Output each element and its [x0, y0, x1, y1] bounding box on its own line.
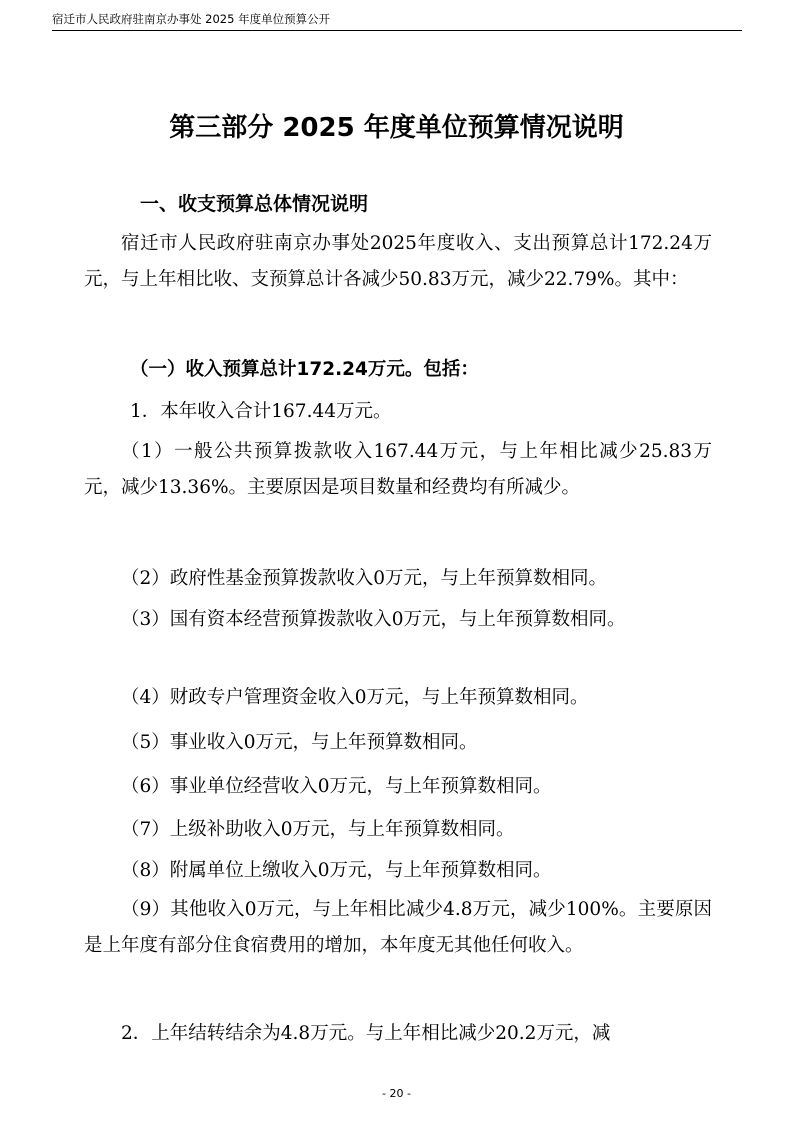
page-title: 第三部分 2025 年度单位预算情况说明 [169, 113, 624, 143]
list-item: （2）政府性基金预算拨款收入0万元，与上年预算数相同。 [121, 568, 608, 589]
subsection-heading: （一）收入预算总计172.24万元。包括： [130, 359, 479, 380]
list-item: （6）事业单位经营收入0万元，与上年预算数相同。 [121, 776, 552, 797]
list-item: （9）其他收入0万元，与上年相比减少4.8万元，减少100%。主要原因是上年度有部分住食宿费用的增加，本年度无其他任何收入。 [84, 899, 712, 956]
list-item: （7）上级补助收入0万元，与上年预算数相同。 [121, 819, 515, 840]
intro-paragraph: 宿迁市人民政府驻南京办事处2025年度收入、支出预算总计172.24万元，与上年相比收、支预算总计各减少50.83万元，减少22.79%。其中： [84, 233, 712, 290]
list-item: （3）国有资本经营预算拨款收入0万元，与上年预算数相同。 [121, 609, 626, 630]
list-item: 2．上年结转结余为4.8万元。与上年相比减少20.2万元，减 [121, 1023, 611, 1044]
list-item: （5）事业收入0万元，与上年预算数相同。 [121, 732, 478, 753]
section-heading: 一、收支预算总体情况说明 [140, 193, 369, 215]
running-header: 宿迁市人民政府驻南京办事处 2025 年度单位预算公开 [52, 8, 742, 31]
page-number: - 20 - [382, 1087, 411, 1100]
list-item: （8）附属单位上缴收入0万元，与上年预算数相同。 [121, 860, 552, 881]
list-item: （1）一般公共预算拨款收入167.44万元，与上年相比减少25.83万元，减少13.36%。主要原因是项目数量和经费均有所减少。 [84, 441, 712, 498]
list-item: （4）财政专户管理资金收入0万元，与上年预算数相同。 [121, 687, 589, 708]
list-item: 1．本年收入合计167.44万元。 [130, 401, 392, 422]
